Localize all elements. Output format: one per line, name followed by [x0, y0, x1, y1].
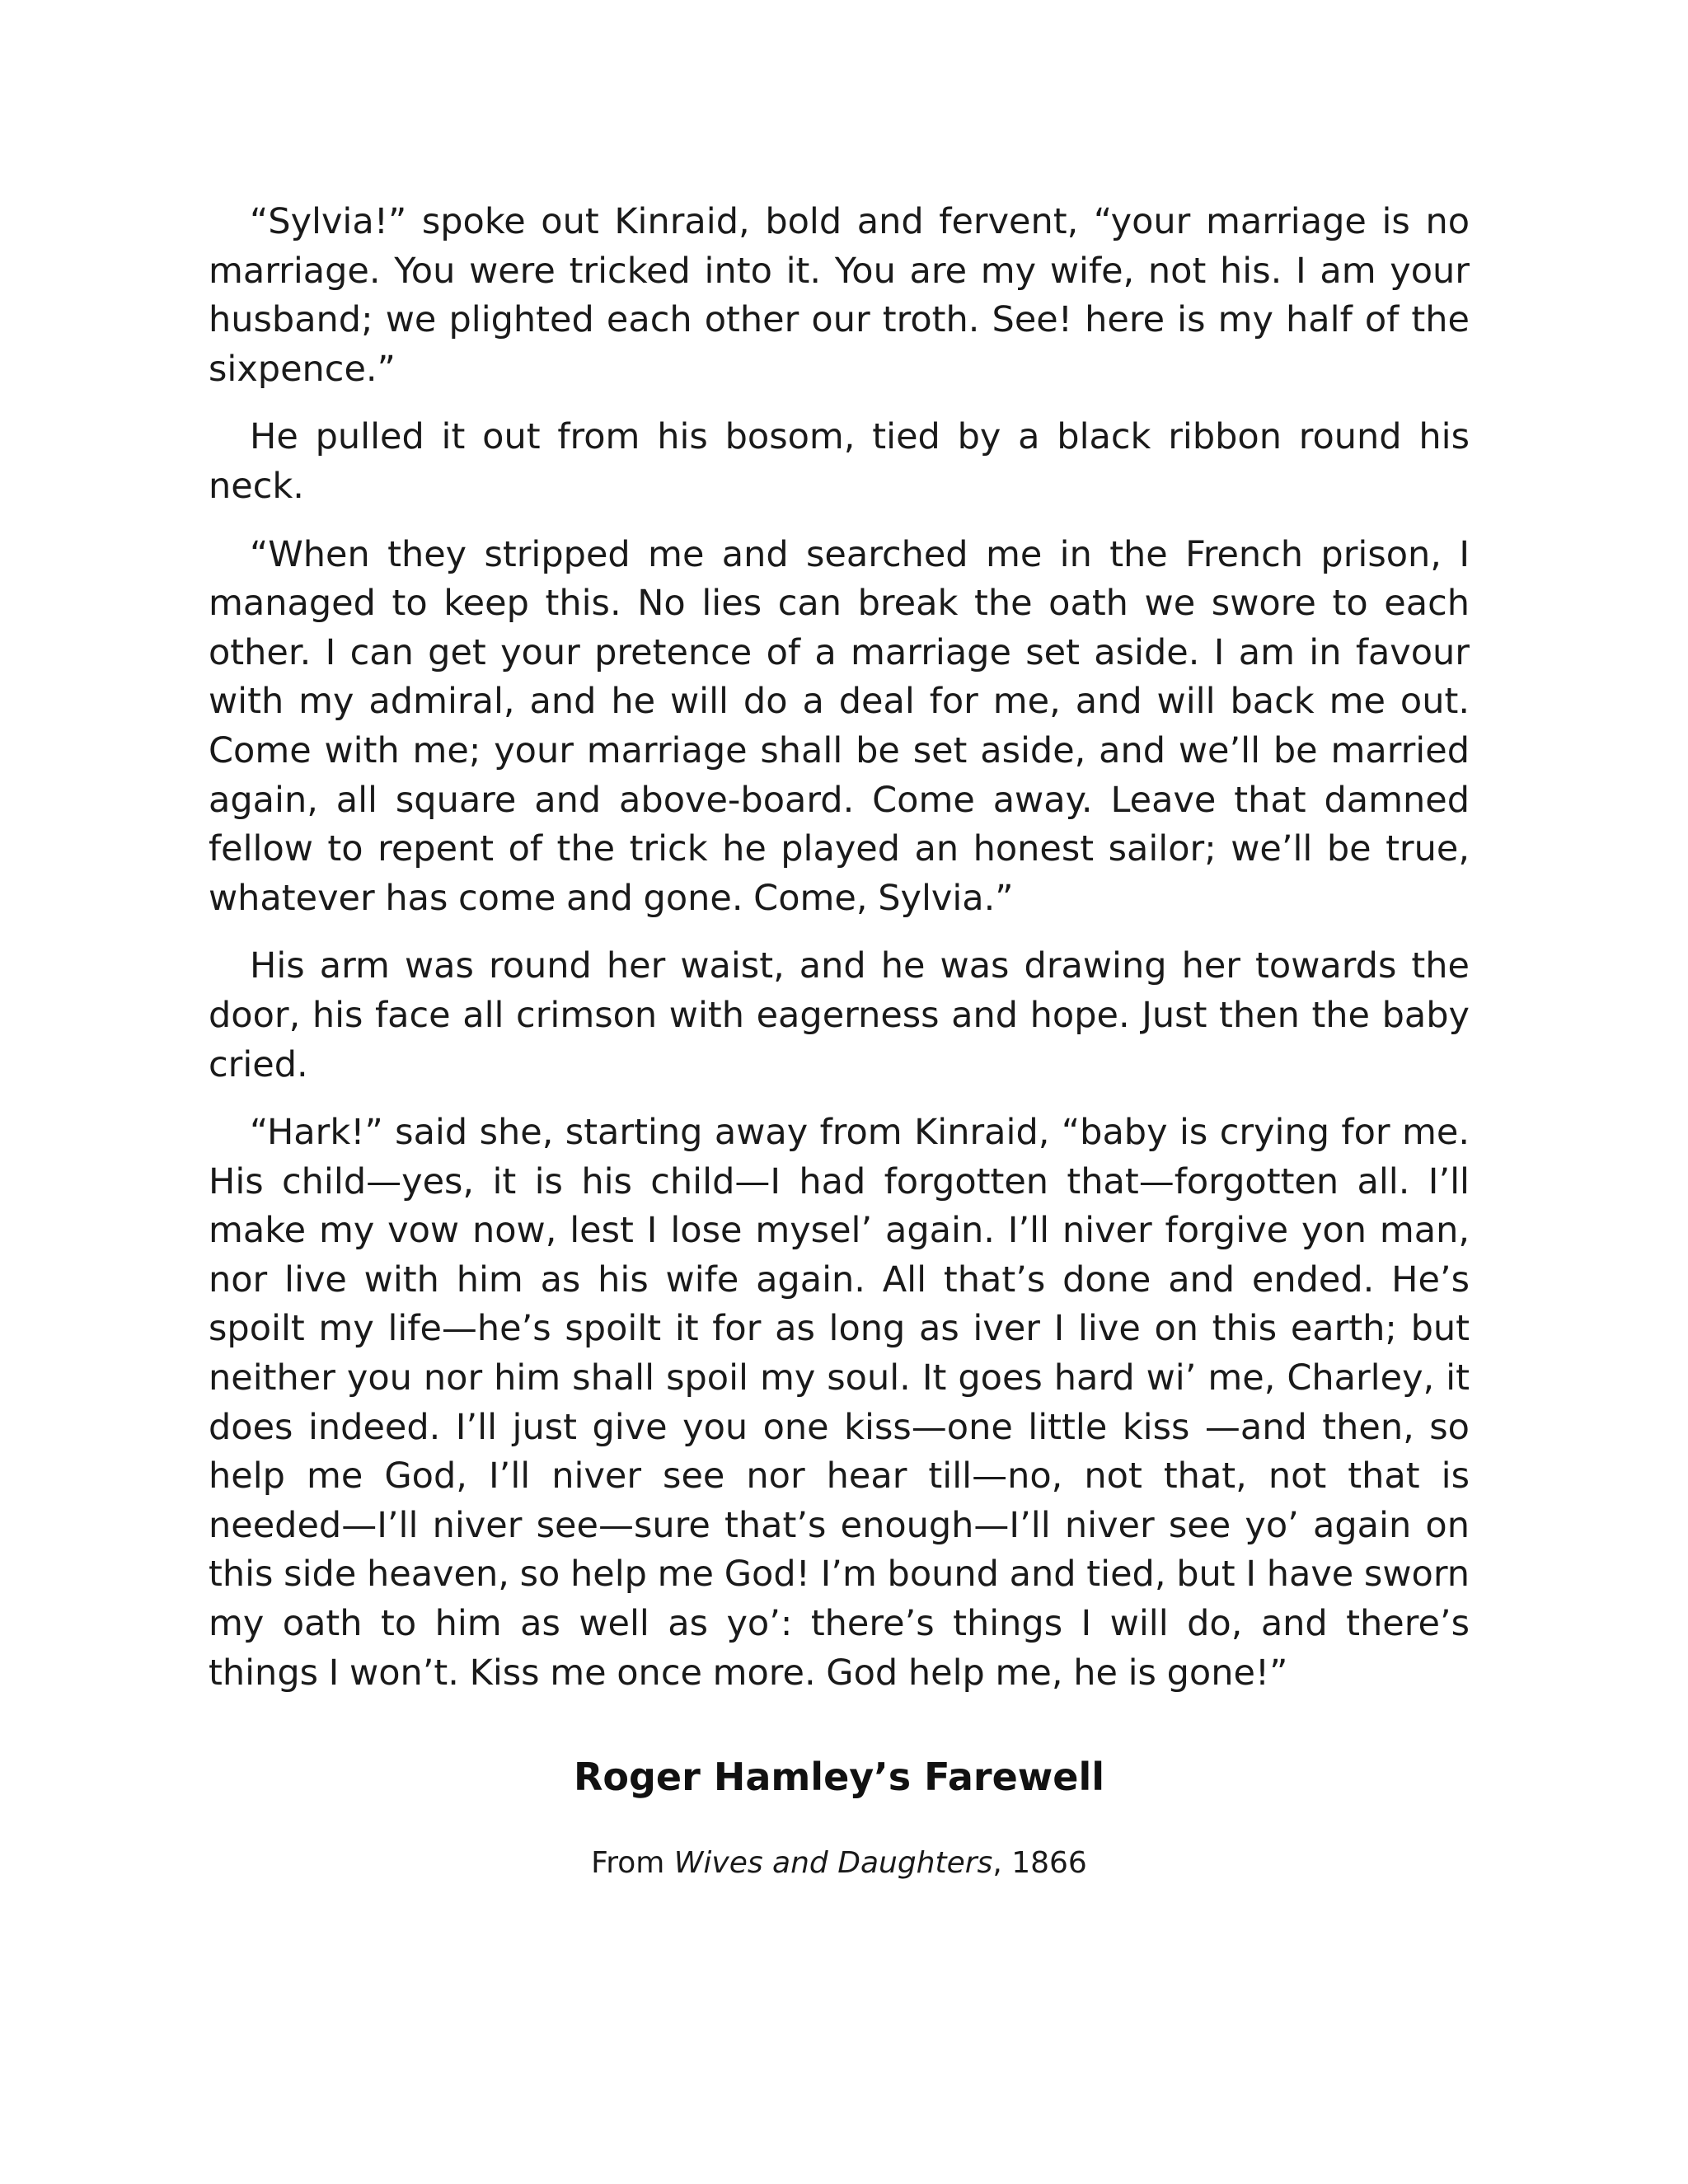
- paragraph-2: He pulled it out from his bosom, tied by a black ribbon round his neck.: [209, 416, 1470, 507]
- source-suffix: , 1866: [992, 1846, 1087, 1881]
- paragraph-3: “When they stripped me and searched me in the French prison, I managed to keep this. No lies can break the oath we swore to each other. I can get your pretence of a marriage set aside. I am in favour with my admiral, and he will do a deal for me, and will back me out. Come with me; your marriage shall be set aside, and we’ll be married again, all square and above-board. Come away. Leave that damned fellow to repent of the trick he played an honest sailor; we’ll be true, whatever has come and gone. Come, Sylvia.”: [209, 533, 1470, 919]
- paragraph-1: “Sylvia!” spoke out Kinraid, bold and fervent, “your marriage is no marriage. You were tricked into it. You are my wife, not his. I am your husband; we plighted each other our troth. See! here is my half of the sixpence.”: [209, 201, 1470, 390]
- paragraph-5: “Hark!” said she, starting away from Kinraid, “baby is crying for me. His child—yes, it is his child—I had forgotten that—forgotten all. I’ll make my vow now, lest I lose mysel’ again. I’ll niver forgive yon man, nor live with him as his wife again. All that’s done and ended. He’s spoilt my life—he’s spoilt it for as long as iver I live on this earth; but neither you nor him shall spoil my soul. It goes hard wi’ me, Charley, it does indeed. I’ll just give you one kiss—one little kiss —and then, so help me God, I’ll niver see nor hear till—no, not that, not that is needed—I’ll niver see—sure that’s enough—I’ll niver see yo’ again on this side heaven, so help me God! I’m bound and tied, but I have sworn my oath to him as well as yo’: there’s things I will do, and there’s things I won’t. Kiss me once more. God help me, he is gone!”: [209, 1112, 1470, 1694]
- source-prefix: From: [591, 1846, 674, 1881]
- section-heading: Roger Hamley’s Farewell: [573, 1755, 1105, 1800]
- section-source: [209, 1843, 1470, 1884]
- source-title: Wives and Daughters: [673, 1846, 993, 1881]
- paragraph-4: His arm was round her waist, and he was drawing her towards the door, his face all crimson with eagerness and hope. Just then the baby cried.: [209, 945, 1470, 1085]
- page-body: [209, 198, 1470, 1884]
